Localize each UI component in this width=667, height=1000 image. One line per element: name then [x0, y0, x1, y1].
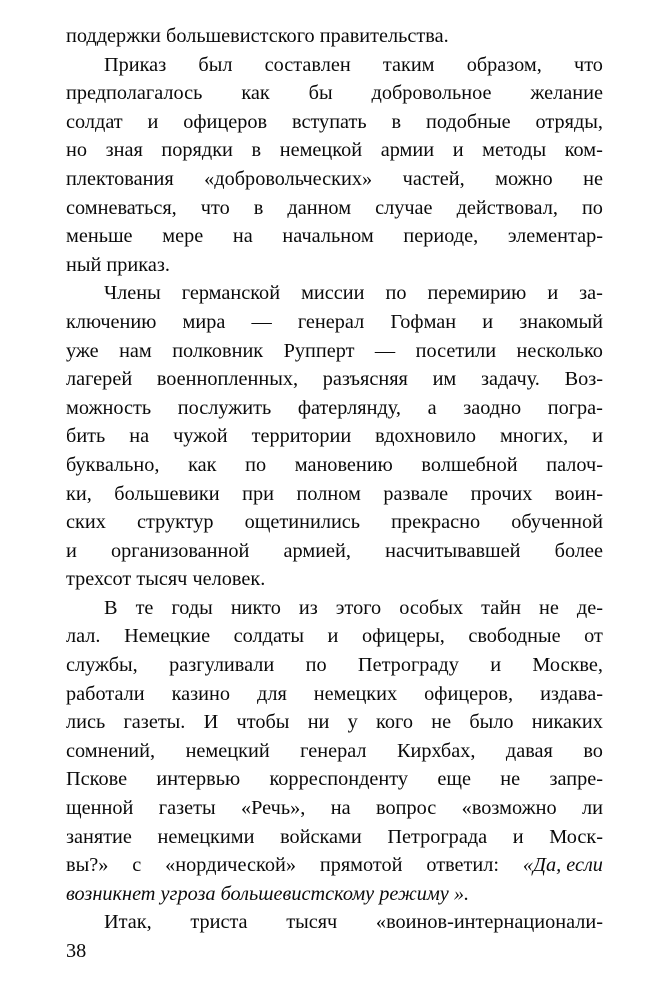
text-word: тайн — [481, 596, 521, 619]
text-line — [66, 22, 603, 51]
text-word: нам — [119, 339, 152, 362]
text-word: тысяч — [286, 911, 338, 934]
text-word: Пскове — [66, 768, 128, 791]
text-word: вступать — [292, 110, 367, 133]
text-word: особых — [399, 596, 464, 619]
text-word: плектования — [66, 167, 174, 190]
text-line — [66, 851, 603, 880]
text-word: Немецкие — [124, 625, 211, 648]
text-word: «воинов-интернационали- — [375, 911, 603, 934]
text-word: вдохновило — [375, 425, 476, 448]
text-word: большевистского — [166, 25, 315, 47]
text-line — [66, 394, 603, 423]
text-word: «возможно — [461, 797, 557, 820]
text-word: бить — [66, 425, 106, 448]
text-word: структур — [136, 511, 214, 534]
text-word: развале — [383, 482, 449, 505]
text-word: вы?» — [66, 854, 109, 877]
text-word: большевики — [114, 482, 220, 505]
text-word: ный — [66, 253, 102, 276]
text-word: Моск- — [549, 825, 603, 848]
text-word: начальном — [282, 225, 374, 248]
text-word: мира — [182, 310, 226, 333]
text-word: ки, — [66, 482, 92, 505]
text-word: не — [500, 768, 521, 791]
text-word: частей, — [402, 167, 465, 190]
text-word: трехсот — [66, 568, 132, 591]
text-word: полном — [296, 482, 361, 505]
text-line — [66, 308, 603, 337]
text-word: армии — [380, 139, 435, 162]
text-line — [66, 823, 603, 852]
text-word: порядки — [161, 139, 233, 162]
text-word: еще — [437, 768, 471, 791]
text-word: образом, — [466, 53, 542, 76]
text-word: за- — [579, 282, 603, 305]
text-word: что — [574, 53, 603, 76]
text-word: методы — [482, 139, 547, 162]
text-word: солдат — [66, 110, 123, 133]
text-word: немецкими — [157, 825, 255, 848]
text-word: не — [539, 596, 559, 619]
text-line — [66, 451, 603, 480]
text-word: и — [547, 282, 559, 305]
text-word: миссии — [301, 282, 365, 305]
text-word: Воз- — [564, 368, 603, 391]
text-line — [66, 880, 603, 909]
text-word: — — [374, 339, 396, 362]
text-word: в — [253, 196, 264, 219]
text-word: при — [242, 482, 274, 505]
text-word: желание — [530, 82, 603, 105]
text-line — [66, 537, 603, 566]
text-word: человек. — [192, 568, 266, 591]
text-word: «Да, если — [522, 854, 603, 877]
text-word: И — [203, 711, 219, 734]
text-word: во — [583, 739, 603, 762]
text-word: генерал — [297, 310, 365, 333]
text-word: и — [147, 110, 159, 133]
text-word: и — [490, 654, 502, 677]
text-word: обученной — [511, 511, 603, 534]
text-word: правительства. — [319, 25, 449, 47]
text-word: на — [129, 425, 150, 448]
text-word: сомнений, — [66, 739, 156, 762]
text-word: «нордической» — [165, 854, 296, 877]
text-word: сомневаться, — [66, 196, 177, 219]
text-word: палоч- — [546, 453, 603, 476]
text-word: мере — [162, 225, 204, 248]
text-word: прямотой — [319, 854, 403, 877]
text-line — [66, 908, 603, 937]
text-word: щенной — [66, 797, 134, 820]
text-word: издава- — [540, 682, 603, 705]
text-word: уже — [66, 339, 99, 362]
text-word: разъясняя — [322, 368, 408, 391]
text-word: немецкой — [279, 139, 363, 162]
text-word: казино — [171, 682, 231, 705]
text-word: Петрограду — [357, 654, 459, 677]
text-word: а — [427, 396, 437, 419]
text-word: «добровольческих» — [204, 167, 373, 190]
text-line — [66, 108, 603, 137]
text-word: генерал — [300, 739, 367, 762]
text-word: чужой — [173, 425, 228, 448]
text-word: был — [198, 53, 233, 76]
text-word: поддержки — [66, 25, 161, 47]
text-word: бы — [308, 82, 333, 105]
text-word: и — [482, 310, 494, 333]
text-word: более — [554, 539, 603, 562]
text-word: на — [232, 225, 253, 248]
text-word: для — [257, 682, 287, 705]
text-word: никто — [230, 596, 281, 619]
text-word: солдаты — [233, 625, 304, 648]
text-word: действовал, — [456, 196, 558, 219]
text-line — [66, 680, 603, 709]
text-word: интервью — [156, 768, 241, 791]
text-word: те — [135, 596, 154, 619]
text-word: знакомый — [519, 310, 603, 333]
text-word: занятие — [66, 825, 132, 848]
text-word: многих, — [499, 425, 569, 448]
text-word: ли — [582, 797, 603, 820]
text-word: свободные — [468, 625, 561, 648]
text-word: как — [241, 82, 270, 105]
text-word: от — [584, 625, 603, 648]
text-word: ни — [307, 711, 330, 734]
text-word: территории — [251, 425, 352, 448]
text-word: по — [245, 453, 267, 476]
text-word: из — [298, 596, 318, 619]
text-word: и — [592, 425, 603, 448]
text-word: случае — [375, 196, 433, 219]
text-word: можно — [495, 167, 553, 190]
text-word: несколько — [516, 339, 603, 362]
text-word: разгуливали — [169, 654, 275, 677]
text-line — [66, 165, 603, 194]
text-word: меньше — [66, 225, 133, 248]
text-word: и — [452, 139, 464, 162]
text-word: офицеры, — [361, 625, 445, 648]
text-word: посетили — [415, 339, 497, 362]
text-word: В — [104, 596, 118, 619]
text-word: и — [66, 539, 77, 562]
text-word: газеты. — [123, 711, 186, 734]
text-word: газеты — [158, 797, 216, 820]
text-word: офицеров — [183, 110, 268, 133]
text-word: подобные — [425, 110, 511, 133]
text-word: полковник — [172, 339, 264, 362]
text-word: по — [385, 282, 407, 305]
text-word: лись — [66, 711, 106, 734]
text-line — [66, 365, 603, 394]
text-word: можность — [66, 396, 152, 419]
text-word: — — [251, 310, 272, 333]
text-word: как — [188, 453, 217, 476]
text-line — [66, 222, 603, 251]
text-word: этого — [335, 596, 382, 619]
text-word: было — [469, 711, 514, 734]
text-word: но — [66, 139, 87, 162]
text-word: прекрасно — [391, 511, 481, 534]
text-line — [66, 565, 603, 594]
text-word: армией, — [283, 539, 351, 562]
text-word: таким — [382, 53, 435, 76]
text-word: ком- — [564, 139, 603, 162]
text-line — [66, 136, 603, 165]
text-word: буквально, — [66, 453, 160, 476]
text-word: кого — [376, 711, 413, 734]
text-word: не — [431, 711, 452, 734]
text-word: корреспонденту — [269, 768, 408, 791]
text-word: по — [305, 654, 327, 677]
text-word: никаких — [531, 711, 603, 734]
text-word: на — [330, 797, 351, 820]
text-line — [66, 51, 603, 80]
text-word: запре- — [549, 768, 603, 791]
text-line — [66, 622, 603, 651]
text-word: отряды, — [535, 110, 603, 133]
text-word: Рупперт — [283, 339, 355, 362]
text-word: предполагалось — [66, 82, 203, 105]
text-word: что — [200, 196, 230, 219]
text-word: вопрос — [376, 797, 437, 820]
text-word: периоде, — [403, 225, 479, 248]
text-word: годы — [171, 596, 213, 619]
text-word: воин- — [554, 482, 603, 505]
text-word: военнопленных, — [156, 368, 299, 391]
text-word: ответил: — [426, 854, 500, 877]
text-word: по — [581, 196, 603, 219]
text-word: ощетинились — [244, 511, 361, 534]
text-word: в — [391, 110, 402, 133]
text-line — [66, 279, 603, 308]
text-word: прочих — [470, 482, 533, 505]
text-line — [66, 594, 603, 623]
text-word: перемирию — [427, 282, 527, 305]
text-word: офицеров, — [424, 682, 514, 705]
text-line — [66, 480, 603, 509]
text-word: данном — [287, 196, 352, 219]
text-word: Петрограда — [387, 825, 488, 848]
text-word: давая — [505, 739, 553, 762]
text-word: приказ. — [106, 253, 170, 276]
text-line — [66, 765, 603, 794]
text-word: им — [432, 368, 457, 391]
text-word: возникнет угроза большевистскому режиму — [66, 882, 449, 905]
text-word: де- — [576, 596, 603, 619]
text-line — [66, 422, 603, 451]
text-word: ских — [66, 511, 106, 534]
text-word: тысяч — [136, 568, 188, 591]
text-word: послужить — [177, 396, 272, 419]
text-line — [66, 794, 603, 823]
text-word: и — [512, 825, 524, 848]
text-word: и — [327, 625, 339, 648]
text-word: заодно — [463, 396, 522, 419]
body-text-column — [66, 22, 603, 937]
text-word: немецких — [313, 682, 398, 705]
text-line — [66, 251, 603, 280]
text-word: Члены — [104, 282, 161, 305]
text-word: ». — [453, 882, 470, 905]
text-line — [66, 337, 603, 366]
text-word: насчитывавшей — [385, 539, 521, 562]
text-line — [66, 708, 603, 737]
text-word: у — [347, 711, 358, 734]
text-word: чтобы — [236, 711, 290, 734]
text-word: работали — [66, 682, 145, 705]
text-word: элементар- — [507, 225, 603, 248]
text-word: Гофман — [390, 310, 457, 333]
text-line — [66, 508, 603, 537]
text-word: задачу. — [480, 368, 540, 391]
text-word: не — [583, 167, 603, 190]
text-line — [66, 79, 603, 108]
text-word: с — [132, 854, 142, 877]
text-word: лал. — [66, 625, 101, 648]
text-word: ключению — [66, 310, 157, 333]
text-word: Приказ — [104, 53, 167, 76]
text-word: Москве, — [532, 654, 603, 677]
text-word: волшебной — [421, 453, 518, 476]
text-word: немецкий — [185, 739, 270, 762]
text-word: добровольное — [371, 82, 492, 105]
text-word: мановению — [294, 453, 393, 476]
text-word: «Речь», — [241, 797, 306, 820]
text-line — [66, 651, 603, 680]
text-word: фатерлянду, — [297, 396, 401, 419]
text-word: составлен — [264, 53, 351, 76]
text-word: войсками — [280, 825, 362, 848]
text-word: германской — [181, 282, 281, 305]
text-line — [66, 194, 603, 223]
text-word: Итак, — [104, 911, 152, 934]
text-word: погра- — [547, 396, 603, 419]
text-line — [66, 737, 603, 766]
text-word: триста — [190, 911, 248, 934]
text-word: организованной — [111, 539, 250, 562]
text-word: Кирхбах, — [397, 739, 476, 762]
page-number: 38 — [66, 940, 87, 962]
text-word: зная — [105, 139, 143, 162]
text-word: службы, — [66, 654, 138, 677]
text-word: лагерей — [66, 368, 133, 391]
text-word: в — [251, 139, 262, 162]
